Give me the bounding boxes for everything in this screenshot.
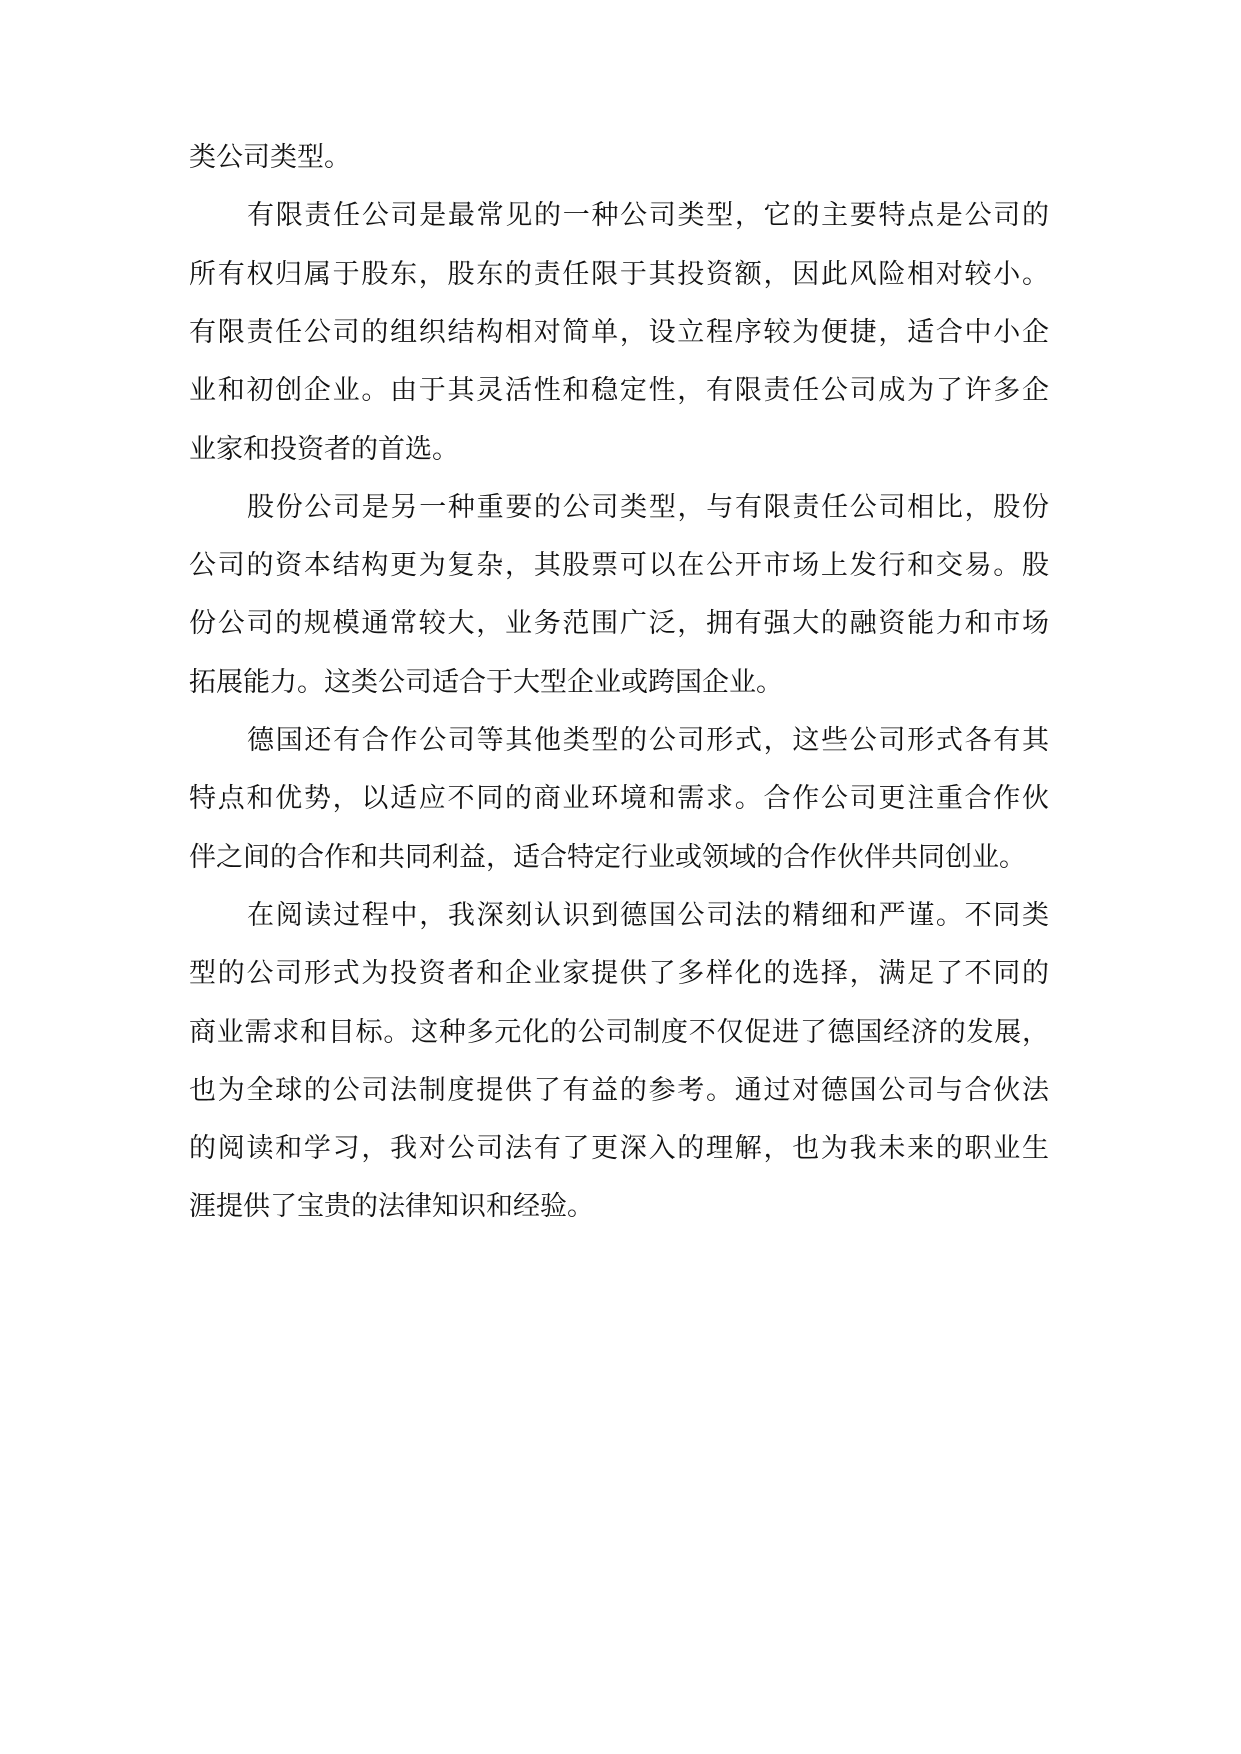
text-line: 也为全球的公司法制度提供了有益的参考。通过对德国公司与合伙法 [189, 1075, 1049, 1106]
text-line: 商业需求和目标。这种多元化的公司制度不仅促进了德国经济的发展， [189, 1017, 1049, 1048]
text-line: 所有权归属于股东，股东的责任限于其投资额，因此风险相对较小。 [189, 259, 1049, 290]
text-line: 拓展能力。这类公司适合于大型企业或跨国企业。 [189, 667, 783, 698]
text-line: 股份公司是另一种重要的公司类型，与有限责任公司相比，股份 [247, 492, 1049, 523]
text-line: 类公司类型。 [189, 142, 351, 173]
text-line: 在阅读过程中，我深刻认识到德国公司法的精细和严谨。不同类 [247, 900, 1049, 931]
text-line: 公司的资本结构更为复杂，其股票可以在公开市场上发行和交易。股 [189, 550, 1049, 581]
text-line: 有限责任公司是最常见的一种公司类型，它的主要特点是公司的 [247, 200, 1049, 231]
text-line: 伴之间的合作和共同利益，适合特定行业或领域的合作伙伴共同创业。 [189, 842, 1026, 873]
text-line: 的阅读和学习，我对公司法有了更深入的理解，也为我未来的职业生 [189, 1133, 1049, 1164]
text-line: 型的公司形式为投资者和企业家提供了多样化的选择，满足了不同的 [189, 958, 1049, 989]
text-line: 德国还有合作公司等其他类型的公司形式，这些公司形式各有其 [247, 725, 1049, 756]
text-line: 特点和优势，以适应不同的商业环境和需求。合作公司更注重合作伙 [189, 783, 1049, 814]
text-line: 业家和投资者的首选。 [189, 434, 459, 465]
text-line: 业和初创企业。由于其灵活性和稳定性，有限责任公司成为了许多企 [189, 375, 1049, 406]
text-line: 份公司的规模通常较大，业务范围广泛，拥有强大的融资能力和市场 [189, 608, 1049, 639]
text-line: 涯提供了宝贵的法律知识和经验。 [189, 1191, 594, 1222]
text-line: 有限责任公司的组织结构相对简单，设立程序较为便捷，适合中小企 [189, 317, 1049, 348]
